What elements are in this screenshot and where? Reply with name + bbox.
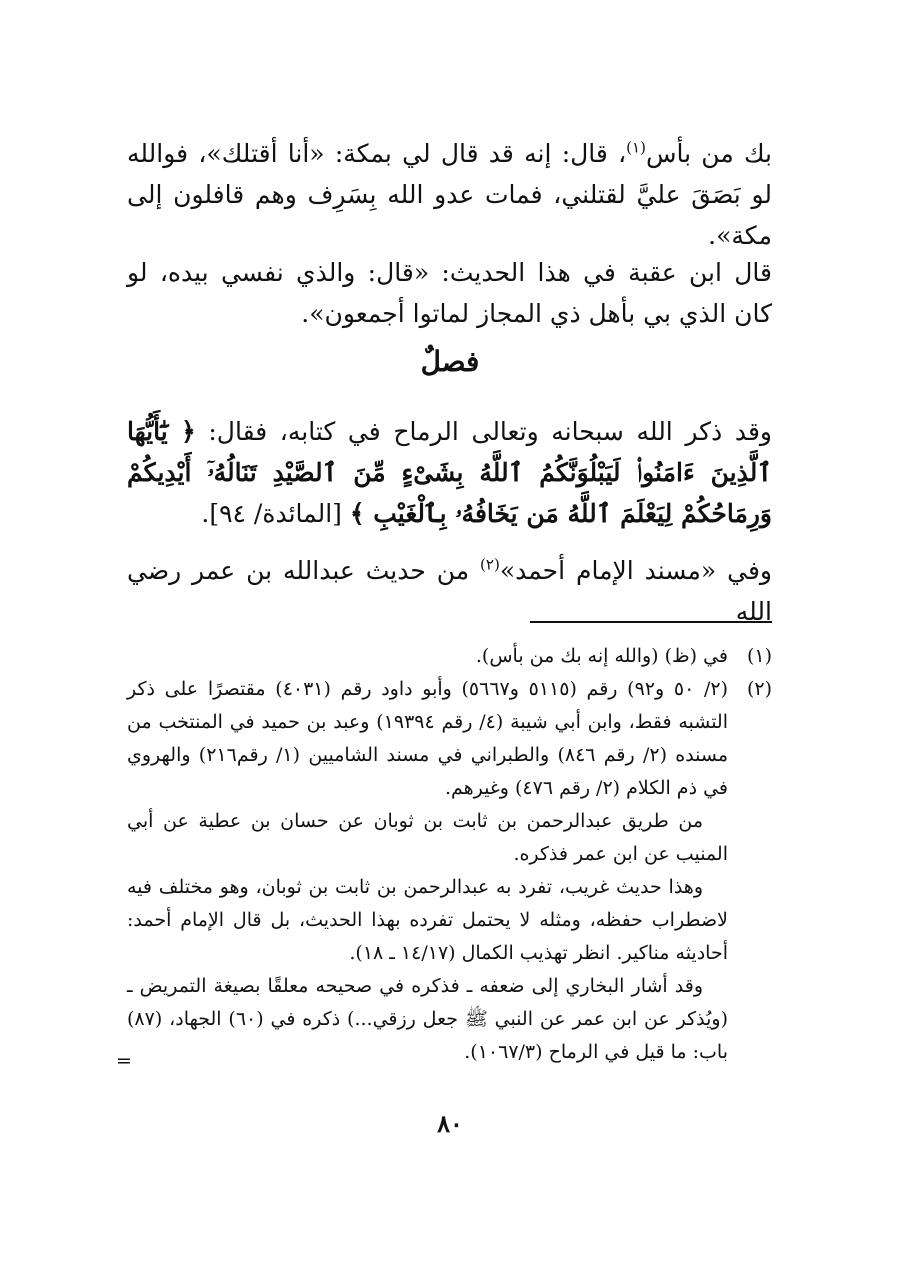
- footnotes-section: [127, 640, 772, 1069]
- paragraph-1-text-start: بك من بأس: [645, 139, 772, 168]
- footnote-1: [127, 640, 772, 673]
- verse-citation: [المائدة/ ٩٤].: [201, 499, 342, 528]
- footnote-2: [127, 673, 772, 805]
- footnote-separator: [530, 621, 772, 623]
- section-heading: فصلٌ: [420, 345, 480, 378]
- footnote-1-number: (١): [746, 645, 772, 667]
- page-number: ٨٠: [437, 1109, 463, 1138]
- paragraph-3: [127, 411, 772, 534]
- paragraph-1-text-end: ، قال: إنه قد قال لي بمكة: «أنا أقتلك»، فوالله لو بَصَقَ عليَّ لقتلني، فمات عدو الله بِسَرِف وهم قافلون إلى مكة».: [127, 139, 772, 250]
- footnote-2-text: (٢/ ٥٠ و٩٢) رقم (٥١١٥ و٥٦٦٧) وأبو داود رقم (٤٠٣١) مقتصرًا على ذكر التشبه فقط، وابن أبي شيبة (٤/ رقم ١٩٣٩٤) وعبد بن حميد في المنتخب من مسنده (٢/ رقم ٨٤٦) والطبراني في مسند الشاميين (١/ رقم٢١٦) والهروي في ذم الكلام (٢/ رقم ٤٧٦) وغيرهم.: [127, 678, 729, 799]
- paragraph-2: قال ابن عقبة في هذا الحديث: «قال: والذي نفسي بيده، لو كان الذي بي بأهل ذي المجاز لماتوا أجمعون».: [127, 258, 772, 328]
- footnote-2-number: (٢): [746, 678, 772, 700]
- paragraph-4-text-end: من حديث عبدالله بن عمر رضي الله: [127, 556, 772, 626]
- quran-verse: ﴿ يَٰٓأَيُّهَا ٱلَّذِينَ ءَامَنُوا۟ لَيَبْلُوَنَّكُمُ ٱللَّهُ بِشَىْءٍ مِّنَ ٱلصَّيْدِ تَنَالُهُۥٓ أَيْدِيكُمْ وَرِمَاحُكُمْ لِيَعْلَمَ ٱللَّهُ مَن يَخَافُهُۥ بِٱلْغَيْبِ ﴾: [127, 417, 772, 528]
- paragraph-3-intro: وقد ذكر الله سبحانه وتعالى الرماح في كتابه، فقال:: [208, 417, 772, 446]
- footnote-2-paragraph-4: وقد أشار البخاري إلى ضعفه ـ فذكره في صحيحه معلقًا بصيغة التمريض ـ (ويُذكر عن ابن عمر عن النبي ﷺ جعل رزقي...) ذكره في (٦٠) الجهاد، (٨٧) باب: ما قيل في الرماح (١٠٦٧/٣).: [127, 975, 728, 1063]
- paragraph-1: [127, 133, 772, 256]
- footnote-1-text: في (ظ) (والله إنه بك من بأس).: [475, 645, 728, 667]
- paragraph-4-text-start: وفي «مسند الإمام أحمد»: [499, 556, 772, 585]
- footnote-continuation-mark: =: [116, 1050, 132, 1072]
- footnote-1-reference: (١): [626, 138, 646, 157]
- footnote-2-paragraph-3: وهذا حديث غريب، تفرد به عبدالرحمن بن ثابت بن ثوبان، وهو مختلف فيه لاضطراب حفظه، ومثله لا يحتمل تفرده بهذا الحديث، بل قال الإمام أحمد: أحاديثه مناكير. انظر تهذيب الكمال (١٤/١٧ ـ ١٨).: [127, 876, 728, 964]
- footnote-2-reference: (٢): [480, 555, 500, 574]
- footnote-2-paragraph-2: من طريق عبدالرحمن بن ثابت بن ثوبان عن حسان بن عطية عن أبي المنيب عن ابن عمر فذكره.: [127, 810, 728, 865]
- paragraph-4: [127, 550, 772, 632]
